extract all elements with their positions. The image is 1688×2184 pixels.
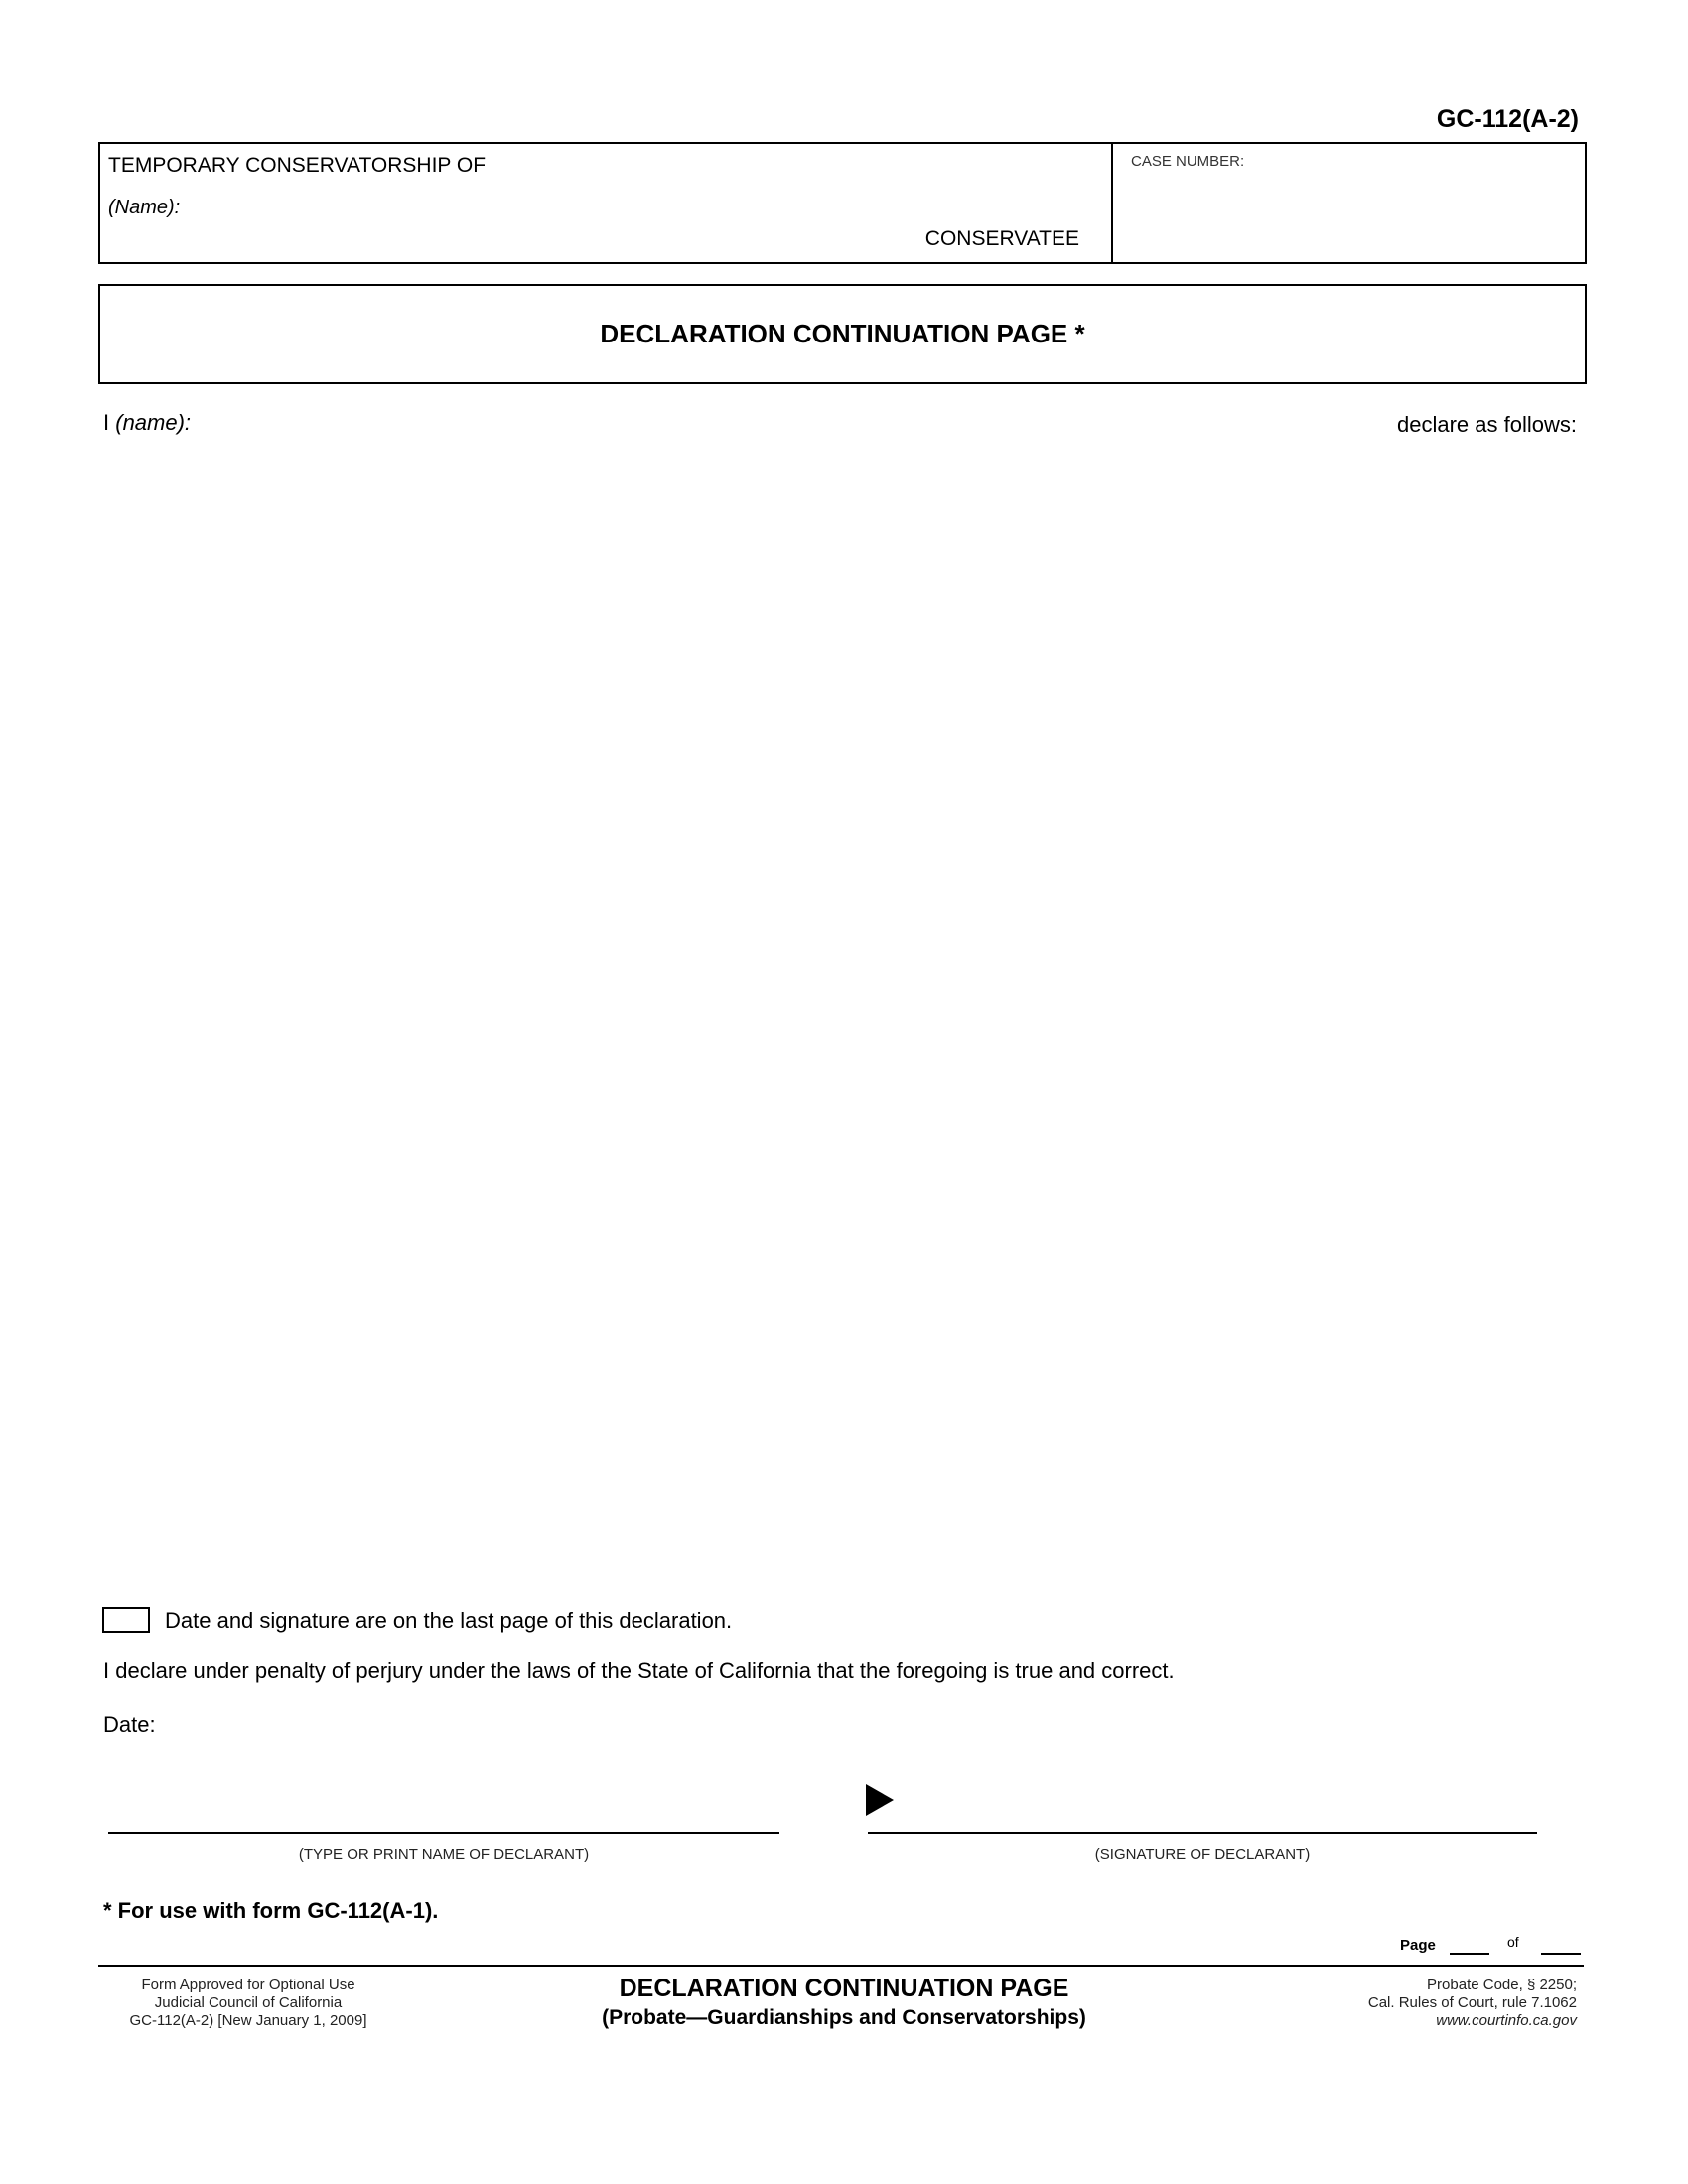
footer-approval-line: GC-112(A-2) [New January 1, 2009] [129, 2012, 367, 2029]
form-title-box [98, 284, 1587, 384]
declarant-name-caption: (TYPE OR PRINT NAME OF DECLARANT) [298, 1846, 590, 1863]
perjury-statement: I declare under penalty of perjury under the laws of the State of California that the foregoing is true and correct. [103, 1658, 1175, 1683]
case-number-section [1113, 144, 1585, 262]
date-signature-last-page-checkbox[interactable] [102, 1607, 150, 1633]
declarant-name-line[interactable] [108, 1832, 779, 1834]
case-number-field[interactable] [1131, 186, 1573, 245]
case-caption [98, 142, 1587, 264]
caption-party-section [100, 144, 1113, 262]
footer-approval [109, 1977, 387, 2030]
declarant-prefix: I [103, 410, 110, 435]
footer-legal-line: Probate Code, § 2250; [1427, 1977, 1577, 1993]
footer-website-link[interactable]: www.courtinfo.ca.gov [1436, 2012, 1577, 2029]
footer-legal-line: Cal. Rules of Court, rule 7.1062 [1367, 1994, 1577, 2011]
page-of-label: of [1507, 1934, 1519, 1950]
declarant-intro [103, 410, 191, 436]
footer-divider [98, 1965, 1584, 1967]
date-label: Date: [103, 1712, 156, 1737]
page-label: Page [1400, 1937, 1436, 1954]
conservatee-name-label: (Name): [108, 197, 181, 218]
caption-title: TEMPORARY CONSERVATORSHIP OF [108, 154, 487, 177]
footer-title: DECLARATION CONTINUATION PAGE [619, 1975, 1069, 2002]
checkbox-label: Date and signature are on the last page of this declaration. [165, 1608, 733, 1633]
form-number: GC-112(A-2) [1436, 105, 1579, 133]
signature-arrow-icon [866, 1784, 894, 1816]
form-title: DECLARATION CONTINUATION PAGE * [600, 319, 1085, 348]
page-number-field[interactable] [1450, 1953, 1489, 1955]
signature-line[interactable] [868, 1832, 1537, 1834]
footer-subtitle: (Probate—Guardianships and Conservatorships) [602, 2006, 1086, 2029]
case-number-label: CASE NUMBER: [1131, 153, 1245, 170]
conservatee-role-label: CONSERVATEE [924, 227, 1079, 250]
footer-approval-line: Judicial Council of California [154, 1994, 343, 2011]
declaration-body-field[interactable] [103, 457, 1578, 1578]
footnote: * For use with form GC-112(A-1). [103, 1898, 439, 1923]
date-field[interactable] [169, 1706, 566, 1739]
declarant-name-label: (name): [115, 410, 192, 435]
declare-as-follows: declare as follows: [1397, 412, 1577, 437]
footer-legal-refs [1279, 1977, 1577, 2030]
footer-title-block [516, 1974, 1172, 2033]
footer-approval-line: Form Approved for Optional Use [141, 1977, 355, 1993]
page-total-field[interactable] [1541, 1953, 1581, 1955]
signature-caption: (SIGNATURE OF DECLARANT) [1094, 1846, 1311, 1863]
